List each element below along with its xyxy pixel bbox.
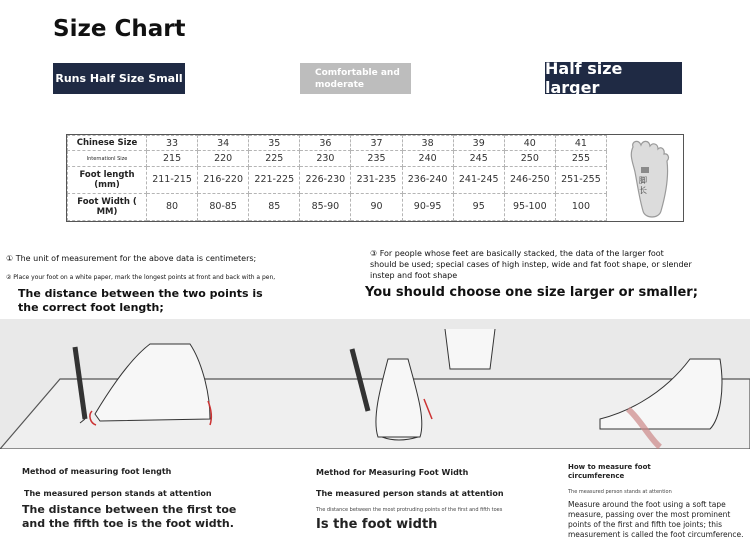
- table-cell: 250: [504, 151, 555, 166]
- table-cell: 255: [555, 151, 606, 166]
- table-cell: 221-225: [249, 166, 300, 193]
- table-cell: 38: [402, 136, 453, 151]
- row-header-foot-width: Foot Width ( MM): [68, 193, 147, 220]
- note-2-emphasis: [18, 287, 263, 315]
- comfortable-tag-line-1: Comfortable and: [315, 67, 400, 78]
- size-table: [67, 135, 607, 221]
- method-length-sub: The measured person stands at attention: [24, 489, 212, 498]
- table-cell: 251-255: [555, 166, 606, 193]
- note-3-line-3: instep and foot shape: [370, 271, 458, 280]
- table-cell: 235: [351, 151, 402, 166]
- row-header-international: Internationl Size: [68, 151, 147, 166]
- table-cell: 85-90: [300, 193, 351, 220]
- method-circ-desc-line-2: measure, passing over the most prominent: [568, 510, 731, 519]
- table-cell: 90: [351, 193, 402, 220]
- table-cell: 246-250: [504, 166, 555, 193]
- table-cell: 95-100: [504, 193, 555, 220]
- method-circ-desc-line-1: Measure around the foot using a soft tape: [568, 500, 726, 509]
- table-cell: 41: [555, 136, 606, 151]
- page-title: Size Chart: [53, 16, 186, 42]
- note-3-line-2: should be used; special cases of high instep, wide and fat foot shape, or slender: [370, 260, 692, 269]
- table-row: [68, 136, 607, 151]
- table-cell: 230: [300, 151, 351, 166]
- table-cell: 216-220: [198, 166, 249, 193]
- table-cell: 36: [300, 136, 351, 151]
- method-circ-tiny: The measured person stands at attention: [568, 489, 672, 495]
- method-width-big: Is the foot width: [316, 517, 438, 532]
- note-3-line-1: ③ For people whose feet are basically stacked, the data of the larger foot: [370, 249, 664, 258]
- row-header-chinese: Chinese Size: [68, 136, 147, 151]
- note-2-emphasis-line-2: the correct foot length;: [18, 301, 164, 314]
- table-cell: 80: [147, 193, 198, 220]
- note-1: ① The unit of measurement for the above data is centimeters;: [6, 254, 257, 263]
- table-cell: 39: [453, 136, 504, 151]
- half-larger-tag: Half size larger: [545, 62, 682, 94]
- table-cell: 37: [351, 136, 402, 151]
- comfortable-tag-line-2: moderate: [315, 79, 365, 90]
- row-header-foot-length: Foot length (mm): [68, 166, 147, 193]
- note-2-emphasis-line-1: The distance between the two points is: [18, 287, 263, 300]
- table-row: [68, 193, 607, 220]
- table-cell: 231-235: [351, 166, 402, 193]
- method-circ-desc-line-4: measurement is called the foot circumference.: [568, 530, 744, 539]
- note-3-emphasis: You should choose one size larger or smaller;: [365, 285, 698, 300]
- table-cell: 33: [147, 136, 198, 151]
- runs-small-tag: Runs Half Size Small: [53, 63, 185, 94]
- table-cell: 226-230: [300, 166, 351, 193]
- table-cell: 90-95: [402, 193, 453, 220]
- method-width-tiny: The distance between the most protruding points of the first and fifth toes: [316, 507, 503, 513]
- method-length-desc-line-2: and the fifth toe is the foot width.: [22, 517, 234, 530]
- method-circ-title: [568, 463, 651, 481]
- table-cell: 245: [453, 151, 504, 166]
- method-length-title: Method of measuring foot length: [22, 467, 172, 476]
- comfortable-tag: [300, 63, 411, 94]
- table-cell: 240: [402, 151, 453, 166]
- table-row: [68, 166, 607, 193]
- method-length-desc-line-1: The distance between the first toe: [22, 503, 237, 516]
- method-circ-title-line-2: circumference: [568, 472, 625, 480]
- table-cell: 34: [198, 136, 249, 151]
- table-cell: 95: [453, 193, 504, 220]
- foot-label-2: 长: [639, 186, 647, 195]
- table-cell: 236-240: [402, 166, 453, 193]
- method-width-title: Method for Measuring Foot Width: [316, 468, 469, 477]
- table-cell: 225: [249, 151, 300, 166]
- method-width-sub: The measured person stands at attention: [316, 489, 504, 498]
- table-cell: 241-245: [453, 166, 504, 193]
- method-circ-title-line-1: How to measure foot: [568, 463, 651, 471]
- table-cell: 220: [198, 151, 249, 166]
- method-length-desc: [22, 503, 236, 531]
- measurement-illustration: [0, 319, 750, 449]
- method-circ-desc-line-3: points of the first and fifth toe joints; this: [568, 520, 723, 529]
- table-row: [68, 151, 607, 166]
- table-cell: 85: [249, 193, 300, 220]
- table-cell: 211-215: [147, 166, 198, 193]
- table-cell: 100: [555, 193, 606, 220]
- note-2: ② Place your foot on a white paper, mark the longest points at front and back with a pen,: [6, 274, 276, 281]
- table-cell: 35: [249, 136, 300, 151]
- table-cell: 215: [147, 151, 198, 166]
- size-table-box: [66, 134, 684, 222]
- footprint-icon: [615, 137, 675, 221]
- note-3: [370, 248, 692, 281]
- foot-label-1: 脚: [639, 176, 647, 185]
- table-cell: 80-85: [198, 193, 249, 220]
- method-circ-desc: [568, 500, 744, 540]
- table-cell: 40: [504, 136, 555, 151]
